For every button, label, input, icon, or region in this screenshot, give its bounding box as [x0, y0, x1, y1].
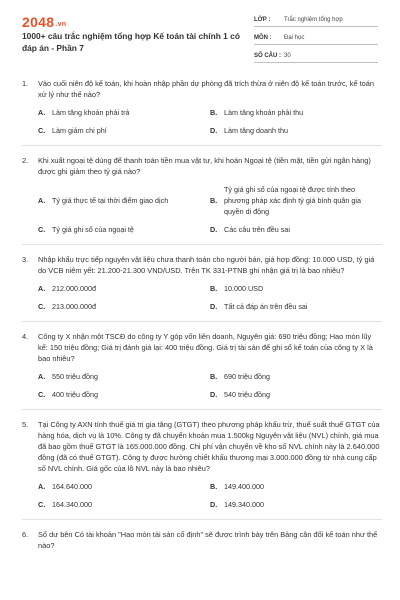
option-letter: A. — [38, 196, 46, 205]
question-text: Số dư bên Có tài khoản "Hao mòn tài sản cố định" sẽ được trình bày trên Bảng cân đối kế toán như thế nào? — [38, 530, 378, 550]
option-a[interactable] — [38, 283, 210, 294]
option-text: 690 triệu đồng — [224, 372, 270, 381]
option-letter: B. — [210, 482, 218, 491]
option-text: Tất cả đáp án trên đều sai — [224, 302, 308, 311]
question-list — [22, 78, 382, 560]
option-letter: D. — [210, 302, 218, 311]
option-d[interactable] — [210, 389, 382, 400]
option-text: 212.000.000đ — [52, 284, 96, 293]
document-meta — [254, 13, 378, 67]
option-letter: D. — [210, 500, 218, 509]
logo-tld: .vn — [55, 21, 67, 28]
option-text: 10.000 USD — [224, 284, 264, 293]
option-b[interactable] — [210, 481, 382, 492]
question-number: 2. — [22, 156, 29, 165]
option-c[interactable] — [38, 301, 210, 312]
option-text: Làm tăng khoản phải thu — [224, 108, 304, 117]
option-letter: B. — [210, 372, 218, 381]
question-3 — [22, 254, 382, 322]
option-text: Tỷ giá ghi sổ của ngoại tệ được tính theo phương pháp xác định tỷ giá bình quân gia quyền di động — [224, 185, 362, 216]
answer-options — [38, 481, 382, 510]
meta-row-subject — [254, 31, 378, 45]
option-text: Tỷ giá thực tế tại thời điểm giao dịch — [52, 196, 169, 205]
meta-label: SỐ CÂU : — [254, 52, 281, 59]
question-number: 4. — [22, 332, 29, 341]
answer-options — [38, 184, 382, 235]
meta-value: Trắc nghiệm tổng hợp — [284, 16, 343, 23]
option-text: 149.400.000 — [224, 482, 264, 491]
option-letter: D. — [210, 126, 218, 135]
option-text: 550 triệu đồng — [52, 372, 98, 381]
question-4 — [22, 331, 382, 410]
option-letter: C. — [38, 225, 46, 234]
option-c[interactable] — [38, 125, 210, 136]
option-letter: B. — [210, 284, 218, 293]
option-text: 400 triệu đồng — [52, 390, 98, 399]
question-text: Khi xuất ngoại tệ dùng để thanh toán tiền mua vật tư, khi hoán Ngoại tệ (tiền mặt, tiền gửi ngân hàng) được ghi giảm theo tỷ giá nào? — [38, 156, 371, 176]
question-number: 3. — [22, 255, 29, 264]
option-text: Làm tăng khoản phải trả — [52, 108, 130, 117]
question-6 — [22, 529, 382, 551]
question-text: Tại Công ty AXN tính thuế giá trị gia tăng (GTGT) theo phương pháp khấu trừ, thuế suất thuế GTGT của hàng hóa, dịch vụ là 10%. Công ty đã chuyển khoản mua 1.500kg Nguyên vật liệu (NVL) chính, giá mua đã bao gồm thuế GTGT là 165.000.000 đồng. Chi phí vận chuyển về kho số NVL chính này là 2.640.000 đồng (đã có thuế GTGT). Công ty được hưởng chiết khấu thương mại 3.000.000 đồng từ nhà cung cấp số NVL chính. Giá gốc của lô NVL này là bao nhiêu? — [38, 420, 380, 473]
divider — [22, 244, 382, 245]
option-d[interactable] — [210, 224, 382, 235]
option-d[interactable] — [210, 125, 382, 136]
option-a[interactable] — [38, 481, 210, 492]
answer-options — [38, 371, 382, 400]
option-letter: D. — [210, 225, 218, 234]
meta-label: LỚP : — [254, 16, 271, 23]
option-b[interactable] — [210, 283, 382, 294]
divider — [22, 409, 382, 410]
meta-label: MÔN : — [254, 34, 272, 41]
option-text: Các câu trên đều sai — [224, 225, 290, 234]
question-number: 5. — [22, 420, 29, 429]
option-a[interactable] — [38, 184, 210, 217]
divider — [22, 145, 382, 146]
option-text: 164.340.000 — [52, 500, 92, 509]
option-b[interactable] — [210, 371, 382, 382]
option-a[interactable] — [38, 371, 210, 382]
question-text: Công ty X nhận một TSCĐ do công ty Y góp vốn liên doanh, Nguyên giá: 690 triệu đồng; Hao mòn lũy kế: 150 triệu đồng; Giá trị đánh giá lại: 400 triệu đồng. Giá trị tài sản để ghi sổ kế toán của công ty X là bao nhiêu? — [38, 332, 373, 363]
option-letter: C. — [38, 390, 46, 399]
option-letter: B. — [210, 108, 218, 117]
option-c[interactable] — [38, 389, 210, 400]
answer-options — [38, 107, 382, 136]
option-c[interactable] — [38, 499, 210, 510]
option-letter: C. — [38, 500, 46, 509]
option-text: 540 triệu đồng — [224, 390, 270, 399]
option-text: 149.340.000 — [224, 500, 264, 509]
option-text: 164.640.000 — [52, 482, 92, 491]
option-b[interactable] — [210, 107, 382, 118]
option-letter: C. — [38, 302, 46, 311]
answer-options — [38, 283, 382, 312]
document-title: 1000+ câu trắc nghiệm tổng hợp Kế toán tài chính 1 có đáp án - Phần 7 — [22, 31, 240, 53]
option-d[interactable] — [210, 301, 382, 312]
question-1 — [22, 78, 382, 146]
option-letter: A. — [38, 108, 46, 117]
logo-text: 2048 — [22, 14, 55, 30]
site-logo[interactable] — [22, 14, 66, 30]
option-d[interactable] — [210, 499, 382, 510]
divider — [22, 519, 382, 520]
option-text: Làm giảm chi phí — [52, 126, 107, 135]
meta-row-count — [254, 49, 378, 63]
option-letter: B. — [210, 196, 218, 205]
question-text: Vào cuối niên độ kế toán, khi hoàn nhập phần dự phòng đã trích thừa ở niên độ kế toán trước, kế toán xử lý như thế nào? — [38, 79, 374, 99]
option-text: Tỷ giá ghi sổ của ngoại tệ — [52, 225, 134, 234]
option-letter: C. — [38, 126, 46, 135]
question-text: Nhập khẩu trực tiếp nguyên vật liệu chưa thanh toán cho người bán, giá hợp đồng: 10.000 USD, tỷ giá do VCB niêm yết: 21.200-21.300 VND/USD. Trên TK 331-PTNB ghi nhận giá trị là bao nhiêu? — [38, 255, 375, 275]
option-letter: A. — [38, 284, 46, 293]
meta-row-class — [254, 13, 378, 27]
option-b[interactable] — [210, 184, 382, 217]
option-text: Làm tăng doanh thu — [224, 126, 288, 135]
meta-value: 30 — [284, 52, 291, 59]
question-number: 1. — [22, 79, 29, 88]
page-header — [0, 0, 400, 68]
option-letter: A. — [38, 372, 46, 381]
option-c[interactable] — [38, 224, 210, 235]
meta-value: Đại học — [284, 34, 305, 41]
option-letter: A. — [38, 482, 46, 491]
divider — [22, 321, 382, 322]
option-letter: D. — [210, 390, 218, 399]
option-a[interactable] — [38, 107, 210, 118]
question-5 — [22, 419, 382, 520]
option-text: 213.000.000đ — [52, 302, 96, 311]
question-2 — [22, 155, 382, 245]
question-number: 6. — [22, 530, 29, 539]
